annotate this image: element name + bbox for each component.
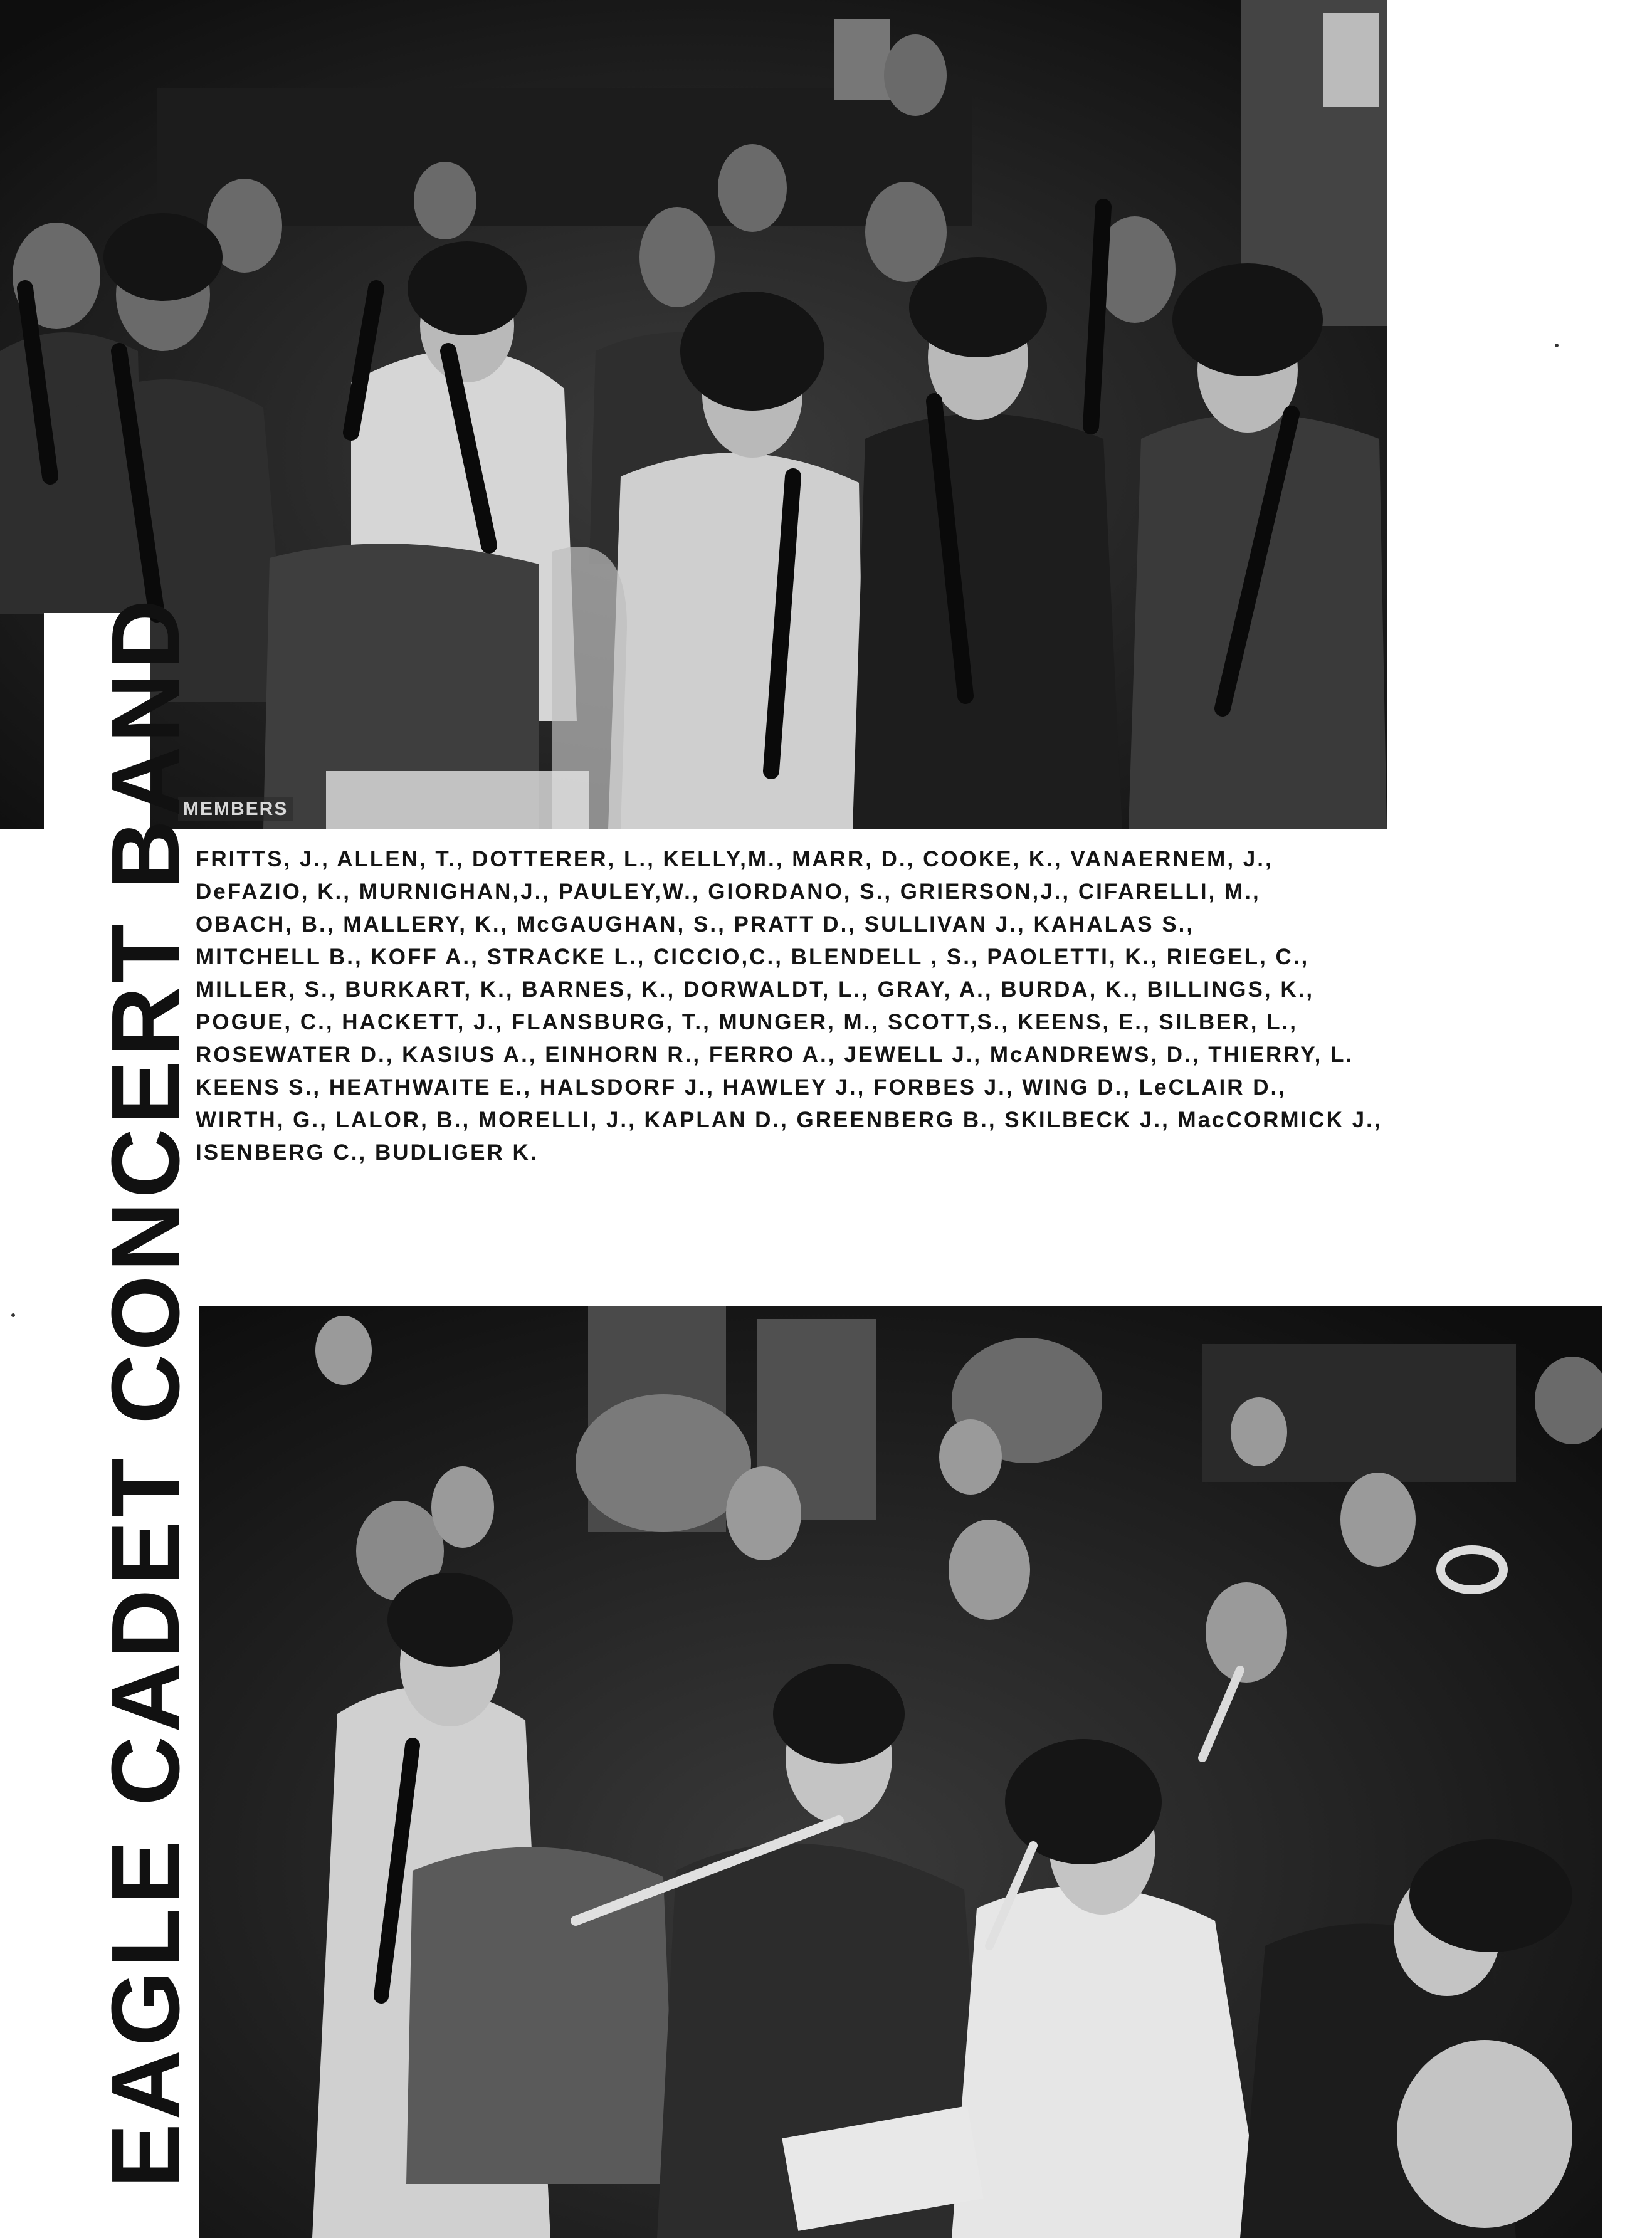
roster-line: KEENS S., HEATHWAITE E., HALSDORF J., HAWLEY J., FORBES J., WING D., LeCLAIR D.,	[196, 1075, 1286, 1100]
bottom-band-photo	[199, 1306, 1602, 2238]
roster-line: POGUE, C., HACKETT, J., FLANSBURG, T., MUNGER, M., SCOTT,S., KEENS, E., SILBER, L.,	[196, 1010, 1298, 1034]
members-photo-label: MEMBERS	[178, 797, 293, 821]
member-roster	[196, 843, 1562, 1169]
roster-line: MILLER, S., BURKART, K., BARNES, K., DORWALDT, L., GRAY, A., BURDA, K., BILLINGS, K.,	[196, 977, 1315, 1002]
clarinet-section-photo-icon	[0, 0, 1387, 829]
roster-line: ROSEWATER D., KASIUS A., EINHORN R., FERRO A., JEWELL J., McANDREWS, D., THIERRY, L.	[196, 1043, 1354, 1067]
roster-line: MITCHELL B., KOFF A., STRACKE L., CICCIO,C., BLENDELL , S., PAOLETTI, K., RIEGEL, C.,	[196, 945, 1310, 969]
brass-flute-section-photo-icon	[199, 1306, 1602, 2238]
roster-line: ISENBERG C., BUDLIGER K.	[196, 1140, 539, 1165]
scan-speck	[11, 1313, 15, 1317]
roster-line: FRITTS, J., ALLEN, T., DOTTERER, L., KELLY,M., MARR, D., COOKE, K., VANAERNEM, J.,	[196, 847, 1273, 871]
scan-speck	[1555, 344, 1559, 347]
page-title-vertical: EAGLE CADET CONCERT BAND	[92, 596, 199, 2188]
roster-line: OBACH, B., MALLERY, K., McGAUGHAN, S., PRATT D., SULLIVAN J., KAHALAS S.,	[196, 912, 1195, 937]
roster-line: DeFAZIO, K., MURNIGHAN,J., PAULEY,W., GIORDANO, S., GRIERSON,J., CIFARELLI, M.,	[196, 880, 1261, 904]
top-band-photo	[0, 0, 1387, 829]
roster-line: WIRTH, G., LALOR, B., MORELLI, J., KAPLAN D., GREENBERG B., SKILBECK J., MacCORMICK J.,	[196, 1108, 1382, 1132]
